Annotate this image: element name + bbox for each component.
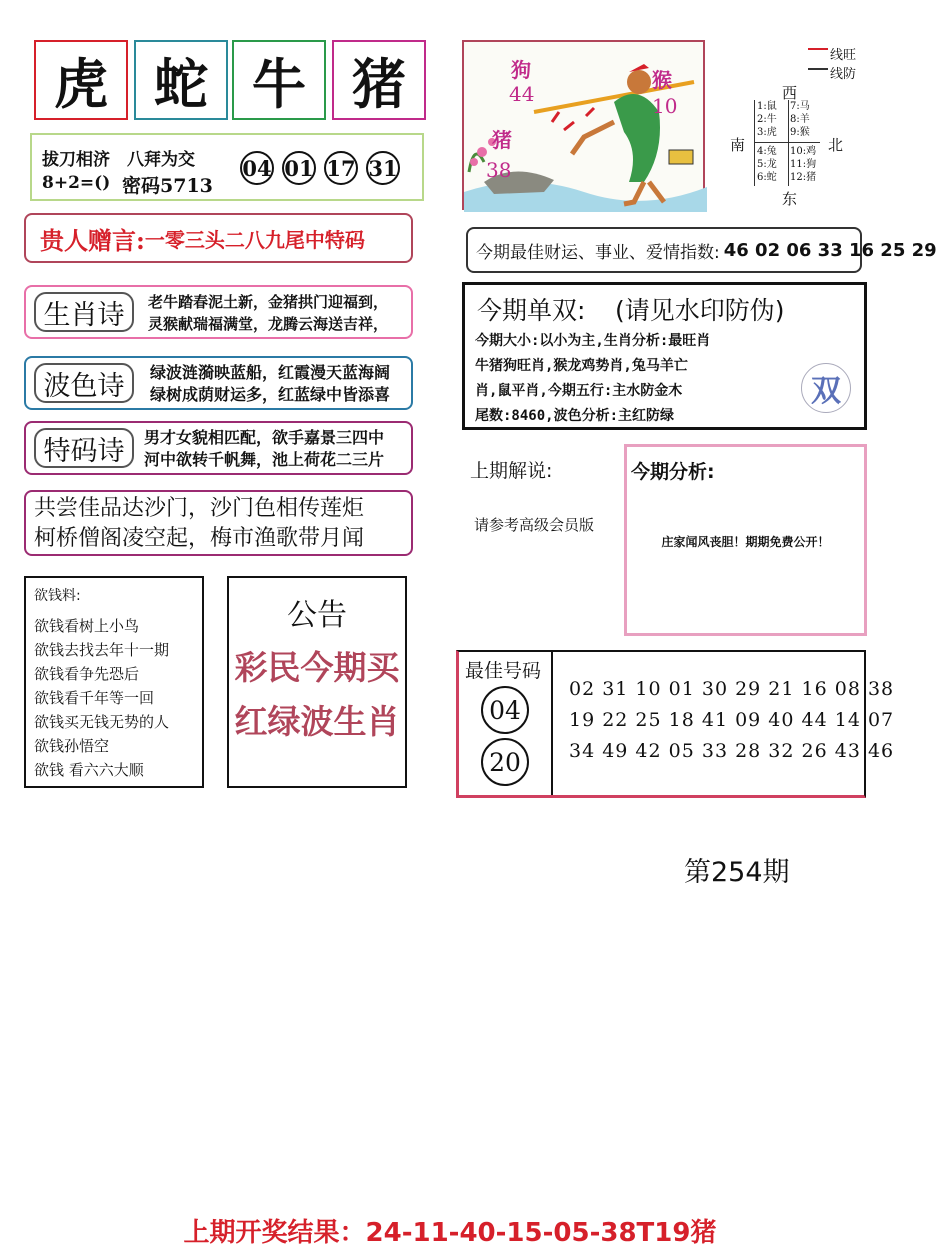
last-explain-text: 请参考高级会员版	[474, 516, 595, 534]
list-item: 欲钱去找去年十一期	[34, 641, 170, 659]
compass-cell: 8:羊	[790, 114, 810, 125]
zodiac-poem-line-1: 老牛踏春泥土新，金猪拱门迎福到，	[148, 293, 389, 311]
single-double-line: 肖,鼠平肖,今期五行:主水防金木	[475, 383, 683, 399]
wave-poem-label: 波色诗	[34, 363, 134, 403]
best-numbers-divider	[551, 652, 553, 795]
desire-list	[34, 614, 169, 782]
best-pick-2: 20	[481, 738, 529, 786]
gifted-label: 贵人赠言:	[40, 225, 145, 255]
special-poem-line-2: 河中欲转千帆舞，池上荷花二三片	[144, 450, 385, 469]
intro-number: 17	[324, 151, 358, 185]
compass-cell: 12:猪	[790, 172, 817, 183]
zodiac-poem-line-2: 灵猴献瑞福满堂，龙腾云海送吉祥，	[148, 315, 389, 333]
zodiac-char: 蛇	[154, 51, 208, 116]
picture-label-dog: 狗	[511, 58, 531, 82]
analysis-box	[624, 444, 867, 636]
intro-number: 31	[366, 151, 400, 185]
gifted-text: 一零三头二八九尾中特码	[144, 227, 365, 252]
list-item: 欲钱孙悟空	[34, 737, 110, 755]
compass-cell: 11:狗	[790, 159, 817, 170]
single-double-line: 今期大小:以小为主,生肖分析:最旺肖	[475, 333, 711, 349]
compass-col-left	[757, 100, 777, 184]
legend-guard: 线防	[830, 67, 857, 82]
compass	[722, 44, 892, 208]
intro-numbers	[240, 151, 400, 185]
picture-label-pig: 猪	[492, 128, 512, 152]
single-double-line: 尾数:8460,波色分析:主红防绿	[475, 408, 675, 424]
zodiac-char: 猪	[352, 51, 406, 116]
compass-cell: 1:鼠	[757, 101, 777, 112]
compass-cell: 5:龙	[757, 159, 777, 170]
wave-poem-line-2: 绿树成荫财运多，红蓝绿中皆添喜	[150, 385, 391, 404]
compass-cell: 9:猴	[790, 127, 810, 138]
single-double-title: 今期单双:	[477, 296, 586, 325]
last-result: 上期开奖结果：24-11-40-15-05-38T19猪	[183, 1218, 717, 1248]
zodiac-box-3	[232, 40, 326, 120]
compass-cell: 10:鸡	[790, 146, 817, 157]
zodiac-box-2	[134, 40, 228, 120]
special-poem-label: 特码诗	[34, 428, 134, 468]
verse-line-2: 柯桥僧阁凌空起，梅市渔歌带月闻	[34, 526, 365, 551]
compass-cell: 6:蛇	[757, 172, 777, 183]
intro-box	[30, 133, 424, 201]
issue-number: 第254期	[684, 857, 790, 888]
desire-title: 欲钱料:	[34, 588, 81, 604]
list-item: 欲钱看争先恐后	[34, 665, 140, 683]
intro-password: 密码5713	[122, 175, 213, 197]
fortune-label: 今期最佳财运、事业、爱情指数:	[476, 242, 720, 263]
legend-black-line	[808, 68, 828, 70]
last-explain-title: 上期解说:	[470, 460, 553, 482]
compass-east: 东	[782, 190, 798, 208]
picture-number-monkey: 10	[652, 94, 678, 118]
notice-line-2: 红绿波生肖	[234, 702, 400, 741]
single-double-box	[462, 282, 867, 430]
watermark-stamp: 双	[801, 363, 851, 413]
best-pick-1: 04	[481, 686, 529, 734]
intro-equation: 8+2=()	[42, 173, 111, 193]
number-row: 34 49 42 05 33 28 32 26 43 46	[569, 740, 895, 762]
fortune-box	[466, 227, 937, 273]
zodiac-box-4	[332, 40, 426, 120]
picture-number-pig: 38	[486, 158, 512, 182]
single-double-lines	[475, 329, 710, 429]
list-item: 欲钱买无钱无势的人	[34, 713, 170, 731]
single-double-note: (请见水印防伪)	[615, 296, 785, 325]
list-item: 欲钱看千年等一回	[34, 689, 155, 707]
analysis-title: 今期分析:	[631, 461, 715, 483]
legend-strong: 线旺	[830, 48, 857, 63]
compass-north: 北	[828, 136, 844, 154]
zodiac-char: 牛	[252, 51, 306, 116]
number-row: 02 31 10 01 30 29 21 16 08 38	[569, 678, 895, 700]
verse-box	[24, 490, 413, 556]
zodiac-char: 虎	[54, 51, 108, 116]
compass-cell: 3:虎	[757, 127, 777, 138]
intro-number: 04	[240, 151, 274, 185]
best-numbers-title: 最佳号码	[465, 660, 542, 682]
compass-col-right	[790, 100, 816, 184]
best-numbers-box	[456, 650, 895, 798]
notice-title: 公告	[287, 598, 347, 633]
compass-line-mid	[788, 100, 789, 186]
notice-box	[227, 576, 407, 788]
picture-label-monkey: 猴	[652, 68, 672, 92]
compass-south: 南	[730, 136, 746, 154]
list-item: 欲钱 看六六大顺	[34, 761, 144, 779]
zodiac-poem-box	[24, 285, 413, 339]
intro-line-1: 拔刀相济 八拜为交	[42, 150, 195, 170]
single-double-line: 牛猪狗旺肖,猴龙鸡势肖,兔马羊亡	[475, 358, 688, 374]
fortune-numbers: 46 02 06 33 16 25 29	[723, 239, 937, 261]
wave-poem-box	[24, 356, 413, 410]
intro-number: 01	[282, 151, 316, 185]
list-item: 欲钱看树上小鸟	[34, 617, 140, 635]
special-poem-box	[24, 421, 413, 475]
verse-line-1: 共尝佳品达沙门，沙门色相传莲炬	[34, 496, 365, 521]
desire-box	[24, 576, 204, 788]
picture-number-dog: 44	[509, 82, 535, 106]
compass-cell: 7:马	[790, 101, 810, 112]
wave-poem-line-1: 绿波涟漪映蓝船，红霞漫天蓝海阔	[150, 363, 391, 382]
best-numbers-grid	[569, 674, 894, 767]
compass-cell: 4:兔	[757, 146, 777, 157]
zodiac-poem-label: 生肖诗	[34, 292, 134, 332]
compass-line-left	[754, 100, 755, 186]
compass-west: 西	[782, 84, 798, 102]
compass-cell: 2:牛	[757, 114, 777, 125]
zodiac-box-1	[34, 40, 128, 120]
analysis-text: 庄家闻风丧胆！期期免费公开！	[661, 535, 830, 549]
special-poem-line-1: 男才女貌相匹配，欲手嘉景三四中	[144, 428, 385, 447]
number-row: 19 22 25 18 41 09 40 44 14 07	[569, 709, 895, 731]
notice-line-1: 彩民今期买	[234, 648, 400, 687]
gifted-words-box	[24, 213, 413, 263]
legend-red-line	[808, 48, 828, 50]
illustration-box	[462, 40, 705, 210]
